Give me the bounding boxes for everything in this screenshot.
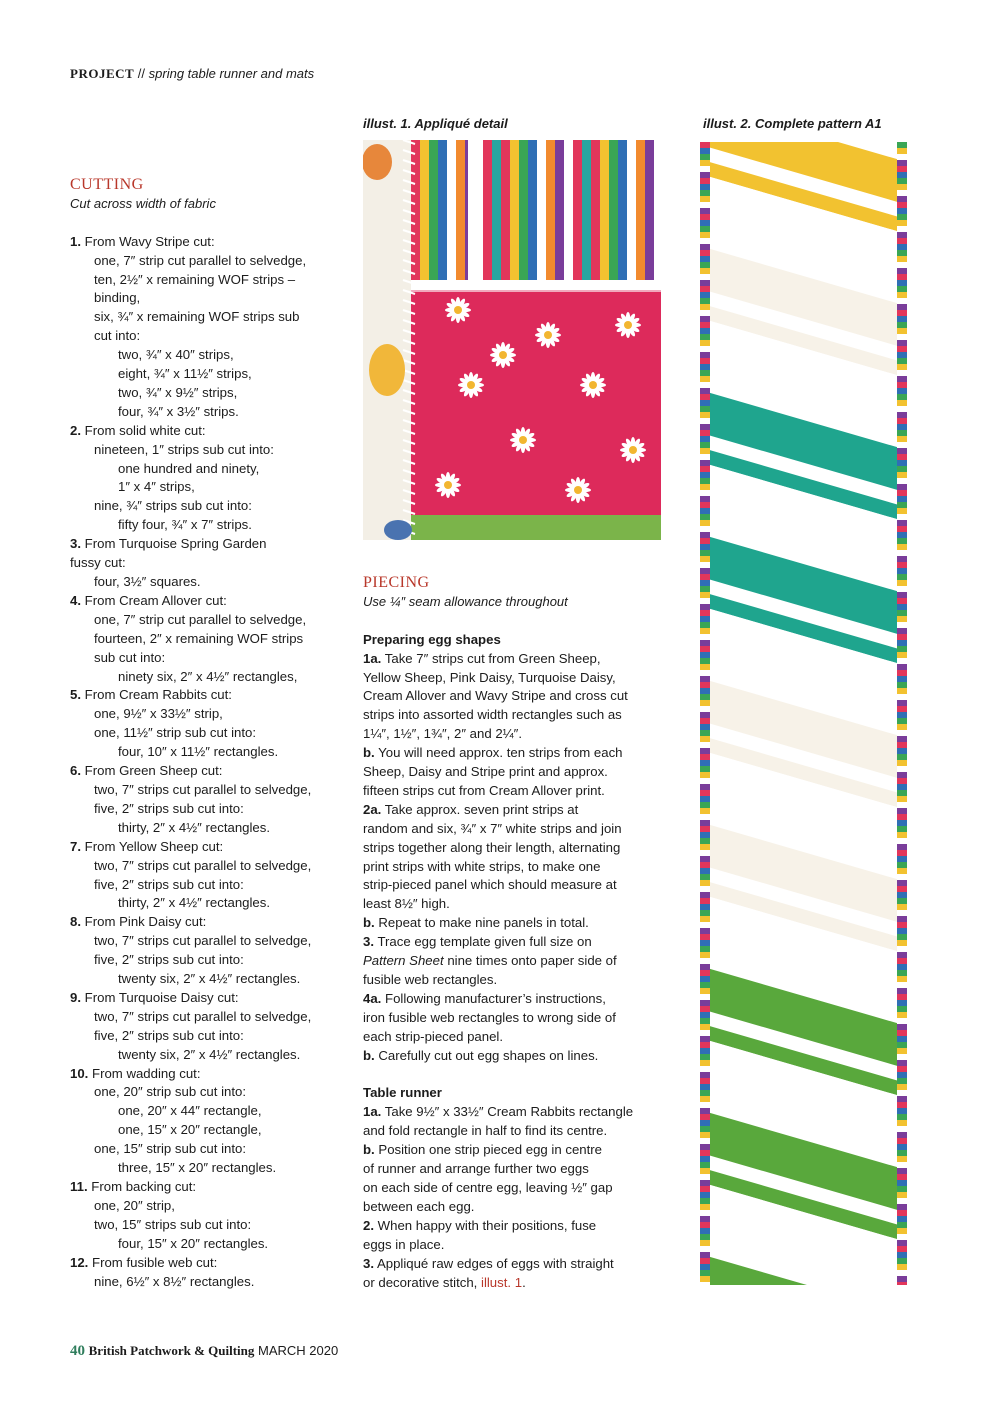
- step-line: [363, 820, 663, 839]
- cutting-line: [70, 516, 345, 535]
- cutting-line: [70, 460, 345, 479]
- step-number: 5.: [70, 687, 81, 703]
- step-line: [363, 744, 663, 763]
- step-number: 2a.: [363, 801, 382, 817]
- step-number: 11.: [70, 1179, 88, 1195]
- step-text: Following manufacturer’s instructions,: [385, 990, 606, 1006]
- cutting-line: [70, 1102, 345, 1121]
- step-text: two, 7″ strips cut parallel to selvedge,: [94, 1008, 312, 1024]
- step-text: From Cream Allover cut:: [84, 592, 227, 608]
- cutting-line: [70, 970, 345, 989]
- runner-steps: [363, 1103, 663, 1292]
- step-line: [363, 687, 663, 706]
- step-text: Yellow Sheep, Pink Daisy, Turquoise Daisy,: [363, 669, 616, 685]
- step-text: four, 10″ x 11½″ rectangles.: [118, 744, 279, 760]
- step-line: [363, 801, 663, 820]
- cutting-line: [70, 724, 345, 743]
- project-title: spring table runner and mats: [148, 66, 315, 81]
- step-line: [363, 1028, 663, 1047]
- step-line: [363, 971, 663, 990]
- step-number: 3.: [363, 1255, 374, 1271]
- step-text: one, 15″ strip sub cut into:: [94, 1141, 247, 1157]
- cutting-line: [70, 1178, 345, 1197]
- cutting-line: [70, 365, 345, 384]
- cutting-line: [70, 1046, 345, 1065]
- cutting-heading: CUTTING: [70, 176, 144, 193]
- cutting-line: [70, 422, 345, 441]
- step-text: on each side of centre egg, leaving ½″ gap: [363, 1179, 613, 1195]
- step-number: 1a.: [363, 650, 382, 666]
- header-separator: //: [137, 66, 146, 81]
- step-number: b.: [363, 1047, 375, 1063]
- cutting-section: [70, 176, 345, 1291]
- step-number: 8.: [70, 914, 81, 930]
- step-number: 1a.: [363, 1104, 382, 1120]
- step-text: ten, 2½″ x remaining WOF strips –: [94, 271, 296, 287]
- step-text: From wadding cut:: [92, 1065, 201, 1081]
- step-number: 7.: [70, 838, 81, 854]
- step-text: two, 7″ strips cut parallel to selvedge,: [94, 857, 312, 873]
- step-text: two, 7″ strips cut parallel to selvedge,: [94, 933, 312, 949]
- egg-steps: [363, 650, 663, 1066]
- step-text: binding,: [94, 290, 141, 306]
- step-line: [363, 858, 663, 877]
- step-number: b.: [363, 1142, 375, 1158]
- step-line: [363, 1122, 663, 1141]
- cutting-line: [70, 1159, 345, 1178]
- step-number: 2.: [363, 1217, 374, 1233]
- page-number: 40: [70, 1343, 85, 1359]
- step-number: 3.: [70, 536, 81, 552]
- step-text: Appliqué raw edges of eggs with straight: [376, 1255, 614, 1271]
- step-line: [363, 706, 663, 725]
- step-number: 4a.: [363, 990, 382, 1006]
- step-text: two, ¾″ x 40″ strips,: [118, 347, 234, 363]
- step-text: nine, ¾″ strips sub cut into:: [94, 498, 252, 514]
- illust2-caption: illust. 2. Complete pattern A1: [703, 116, 882, 131]
- cutting-line: [70, 800, 345, 819]
- cutting-line: [70, 252, 345, 271]
- cutting-line: [70, 876, 345, 895]
- cutting-line: [70, 705, 345, 724]
- magazine-name: British Patchwork & Quilting: [88, 1343, 255, 1358]
- step-text: fussy cut:: [70, 555, 126, 571]
- cutting-line: [70, 233, 345, 252]
- step-text: one, 11½″ strip sub cut into:: [94, 725, 257, 741]
- applique-detail-photo: [363, 140, 661, 540]
- step-number: 4.: [70, 592, 81, 608]
- step-line: [363, 876, 663, 895]
- page-footer: [70, 1343, 338, 1360]
- step-text: From backing cut:: [91, 1179, 197, 1195]
- step-text: iron fusible web rectangles to wrong side of: [363, 1009, 616, 1025]
- piecing-subheading: Use ¼″ seam allowance throughout: [363, 593, 568, 609]
- cutting-line: [70, 271, 345, 290]
- cutting-line: [70, 1065, 345, 1084]
- step-line: [363, 669, 663, 688]
- cutting-line: [70, 441, 345, 460]
- step-text: From fusible web cut:: [92, 1254, 218, 1270]
- cutting-line: [70, 838, 345, 857]
- cutting-line: [70, 819, 345, 838]
- step-text: one, 20″ strip,: [94, 1197, 175, 1213]
- step-line: [363, 1047, 663, 1066]
- step-text: and fold rectangle in half to find its centre.: [363, 1123, 608, 1139]
- step-text: Pattern Sheet: [363, 953, 444, 969]
- step-text: strip-pieced panel which should measure at: [363, 877, 617, 893]
- step-text-rest: nine times onto paper side of: [443, 953, 617, 969]
- piecing-heading: PIECING: [363, 574, 430, 591]
- step-text: thirty, 2″ x 4½″ rectangles.: [118, 895, 271, 911]
- step-text: between each egg.: [363, 1198, 475, 1214]
- step-line: [363, 952, 663, 971]
- step-line: [363, 1103, 663, 1122]
- section-label: PROJECT: [70, 66, 135, 81]
- step-text: From Green Sheep cut:: [84, 763, 223, 779]
- cutting-line: [70, 1254, 345, 1273]
- step-text: fourteen, 2″ x remaining WOF strips: [94, 630, 304, 646]
- cutting-line: [70, 932, 345, 951]
- step-text: fifteen strips cut from Cream Allover print.: [363, 782, 605, 798]
- step-text: strips into assorted width rectangles such as: [363, 707, 622, 723]
- step-text: twenty six, 2″ x 4½″ rectangles.: [118, 1046, 301, 1062]
- step-line: [363, 782, 663, 801]
- step-text: four, 15″ x 20″ rectangles.: [118, 1235, 269, 1251]
- table-runner-title: Table runner: [363, 1085, 442, 1101]
- step-text: one, 15″ x 20″ rectangle,: [118, 1122, 262, 1138]
- step-text: thirty, 2″ x 4½″ rectangles.: [118, 819, 271, 835]
- step-text: five, 2″ strips sub cut into:: [94, 800, 244, 816]
- step-line: [363, 1160, 663, 1179]
- step-text: Position one strip pieced egg in centre: [378, 1142, 603, 1158]
- cutting-line: [70, 1235, 345, 1254]
- step-text: 1″ x 4″ strips,: [118, 479, 195, 495]
- step-text: nineteen, 1″ strips sub cut into:: [94, 441, 274, 457]
- step-text: three, 15″ x 20″ rectangles.: [118, 1160, 277, 1176]
- step-text: 1¼″, 1½″, 1¾″, 2″ and 2¼″.: [363, 726, 522, 742]
- cutting-line: [70, 686, 345, 705]
- cutting-line: [70, 308, 345, 327]
- step-text: Take 7″ strips cut from Green Sheep,: [384, 650, 601, 666]
- cutting-line: [70, 630, 345, 649]
- step-line: [363, 650, 663, 669]
- step-text: one, 20″ x 44″ rectangle,: [118, 1103, 262, 1119]
- cutting-line: [70, 554, 345, 573]
- step-text: one, 7″ strip cut parallel to selvedge,: [94, 252, 307, 268]
- step-number: 2.: [70, 422, 81, 438]
- step-text: From Yellow Sheep cut:: [84, 838, 224, 854]
- step-text: four, 3½″ squares.: [94, 574, 201, 590]
- step-text: Take approx. seven print strips at: [384, 801, 579, 817]
- step-number: 9.: [70, 989, 81, 1005]
- step-text: When happy with their positions, fuse: [377, 1217, 597, 1233]
- cutting-line: [70, 989, 345, 1008]
- step-line: [363, 1141, 663, 1160]
- step-line: [363, 1217, 663, 1236]
- step-line: [363, 1179, 663, 1198]
- cutting-line: [70, 1008, 345, 1027]
- cutting-line: [70, 743, 345, 762]
- egg-shapes-title: Preparing egg shapes: [363, 631, 501, 647]
- step-text: two, 15″ strips sub cut into:: [94, 1216, 252, 1232]
- cutting-line: [70, 573, 345, 592]
- step-line: [363, 1274, 663, 1293]
- cutting-line: [70, 894, 345, 913]
- cutting-line: [70, 649, 345, 668]
- step-line: [363, 914, 663, 933]
- step-text: From Turquoise Daisy cut:: [84, 989, 239, 1005]
- step-line: [363, 1236, 663, 1255]
- cutting-line: [70, 592, 345, 611]
- step-text: From Cream Rabbits cut:: [84, 687, 232, 703]
- step-number: 3.: [363, 934, 374, 950]
- step-text: two, ¾″ x 9½″ strips,: [118, 384, 238, 400]
- step-line: [363, 839, 663, 858]
- cutting-line: [70, 346, 345, 365]
- step-line: [363, 990, 663, 1009]
- cutting-line: [70, 611, 345, 630]
- piecing-section: [363, 574, 663, 1292]
- step-text: six, ¾″ x remaining WOF strips sub: [94, 309, 300, 325]
- step-text: one, 20″ strip sub cut into:: [94, 1084, 247, 1100]
- step-number: b.: [363, 915, 375, 931]
- step-text: each strip-pieced panel.: [363, 1028, 504, 1044]
- step-number: 1.: [70, 233, 81, 249]
- step-text-rest: .: [522, 1274, 526, 1290]
- cutting-list: [70, 233, 345, 1292]
- cutting-line: [70, 913, 345, 932]
- step-text: sub cut into:: [94, 649, 166, 665]
- cutting-line: [70, 1140, 345, 1159]
- step-number: 10.: [70, 1065, 89, 1081]
- step-text: two, 7″ strips cut parallel to selvedge,: [94, 781, 312, 797]
- step-text: print strips with white strips, to make one: [363, 858, 601, 874]
- step-text: strips together along their length, alternating: [363, 839, 621, 855]
- step-line: [363, 1009, 663, 1028]
- step-text: Repeat to make nine panels in total.: [378, 915, 589, 931]
- cutting-line: [70, 327, 345, 346]
- step-line: [363, 763, 663, 782]
- cutting-line: [70, 1083, 345, 1102]
- cutting-line: [70, 1027, 345, 1046]
- step-text: You will need approx. ten strips from each: [378, 745, 623, 761]
- step-text: From Pink Daisy cut:: [84, 914, 207, 930]
- step-text: or decorative stitch,: [363, 1274, 482, 1290]
- cutting-line: [70, 289, 345, 308]
- cutting-line: [70, 535, 345, 554]
- cutting-line: [70, 1273, 345, 1292]
- cutting-line: [70, 403, 345, 422]
- step-line: [363, 1255, 663, 1274]
- illustration-reference: illust. 1: [481, 1274, 523, 1290]
- step-text: From Wavy Stripe cut:: [84, 233, 215, 249]
- cutting-line: [70, 384, 345, 403]
- cutting-line: [70, 762, 345, 781]
- step-text: cut into:: [94, 328, 141, 344]
- step-text: one, 9½″ x 33½″ strip,: [94, 706, 223, 722]
- step-text: five, 2″ strips sub cut into:: [94, 876, 244, 892]
- step-line: [363, 933, 663, 952]
- step-number: 6.: [70, 763, 81, 779]
- cutting-line: [70, 951, 345, 970]
- step-text: four, ¾″ x 3½″ strips.: [118, 403, 239, 419]
- step-line: [363, 895, 663, 914]
- step-text: of runner and arrange further two eggs: [363, 1161, 589, 1177]
- complete-pattern-photo: [700, 142, 907, 1285]
- step-text: Cream Allover and Wavy Stripe and cross cut: [363, 688, 628, 704]
- step-text: From solid white cut:: [84, 422, 206, 438]
- cutting-line: [70, 857, 345, 876]
- cutting-line: [70, 478, 345, 497]
- step-text: fifty four, ¾″ x 7″ strips.: [118, 517, 252, 533]
- step-text: one, 7″ strip cut parallel to selvedge,: [94, 611, 307, 627]
- cutting-line: [70, 1121, 345, 1140]
- cutting-line: [70, 1216, 345, 1235]
- step-text: eight, ¾″ x 11½″ strips,: [118, 366, 252, 382]
- cutting-line: [70, 668, 345, 687]
- step-text: Sheep, Daisy and Stripe print and approx.: [363, 764, 608, 780]
- step-text: random and six, ¾″ x 7″ white strips and join: [363, 820, 622, 836]
- step-text: twenty six, 2″ x 4½″ rectangles.: [118, 971, 301, 987]
- step-line: [363, 725, 663, 744]
- cutting-line: [70, 781, 345, 800]
- step-number: 12.: [70, 1254, 89, 1270]
- step-text: eggs in place.: [363, 1236, 445, 1252]
- step-line: [363, 1198, 663, 1217]
- issue-date: MARCH 2020: [258, 1343, 339, 1358]
- cutting-subheading: Cut across width of fabric: [70, 195, 216, 211]
- cutting-line: [70, 1197, 345, 1216]
- step-text: Take 9½″ x 33½″ Cream Rabbits rectangle: [384, 1104, 634, 1120]
- step-text: From Turquoise Spring Garden: [84, 536, 267, 552]
- step-text: five, 2″ strips sub cut into:: [94, 952, 244, 968]
- step-text: Trace egg template given full size on: [377, 934, 592, 950]
- running-header: [70, 66, 314, 82]
- step-text: nine, 6½″ x 8½″ rectangles.: [94, 1273, 255, 1289]
- step-text: least 8½″ high.: [363, 896, 450, 912]
- step-text: fusible web rectangles.: [363, 972, 498, 988]
- step-text: five, 2″ strips sub cut into:: [94, 1027, 244, 1043]
- cutting-line: [70, 497, 345, 516]
- step-number: b.: [363, 745, 375, 761]
- step-text: ninety six, 2″ x 4½″ rectangles,: [118, 668, 298, 684]
- step-text: Carefully cut out egg shapes on lines.: [378, 1047, 599, 1063]
- step-text: one hundred and ninety,: [118, 460, 260, 476]
- illust1-caption: illust. 1. Appliqué detail: [363, 116, 508, 131]
